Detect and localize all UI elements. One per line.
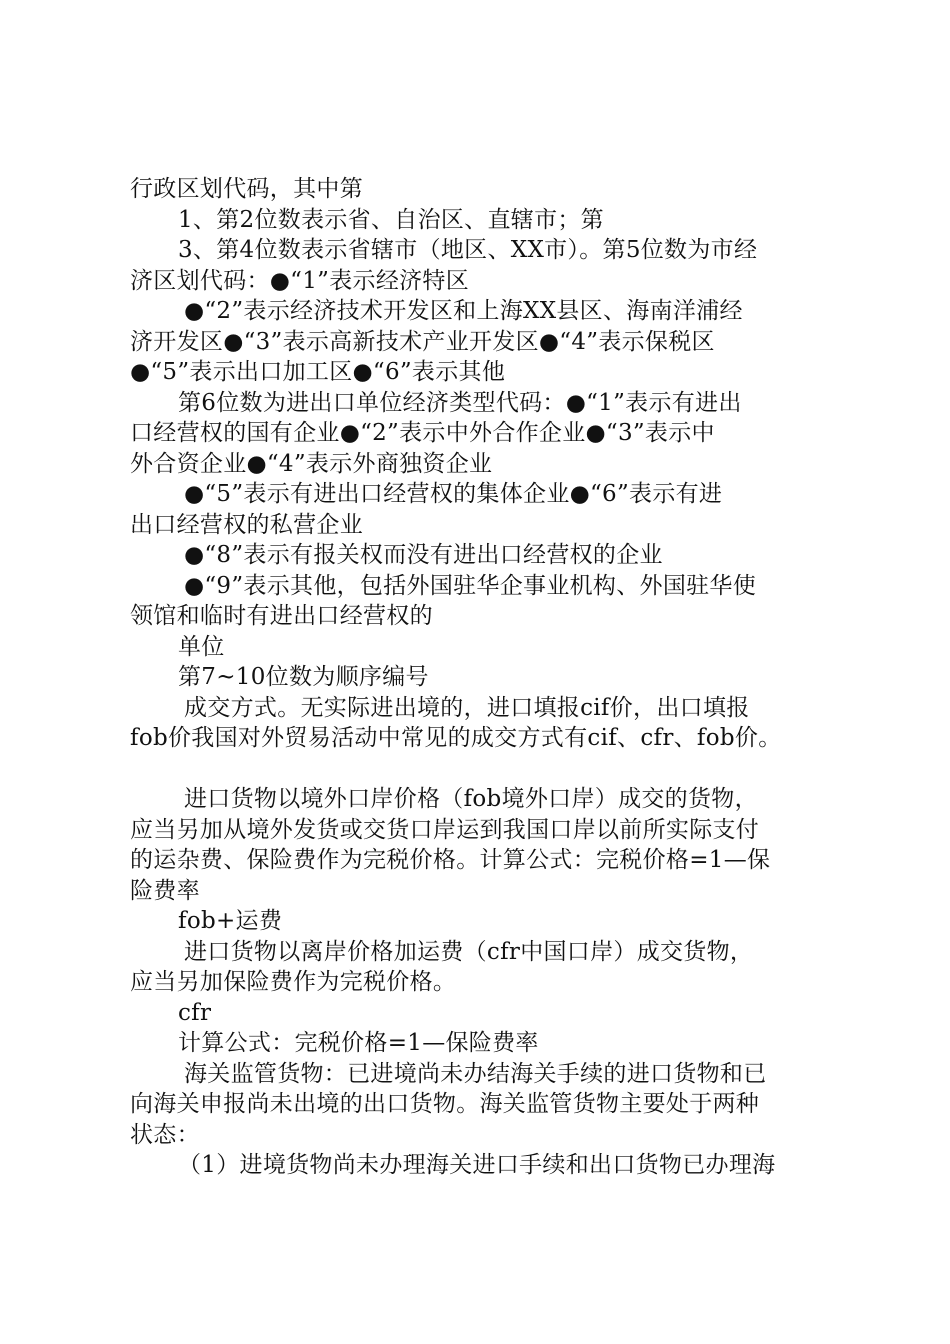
text-line: 行政区划代码，其中第 xyxy=(130,176,363,202)
text-line: 海关监管货物：已进境尚未办结海关手续的进口货物和已 xyxy=(184,1060,767,1087)
text-line: 第6位数为进出口单位经济类型代码：●“1”表示有进出 xyxy=(178,389,742,416)
text-line: （1）进境货物尚未办理海关进口手续和出口货物已办理海 xyxy=(178,1152,776,1178)
text-line: 口经营权的国有企业●“2”表示中外合作企业●“3”表示中 xyxy=(130,420,715,446)
text-line: 进口货物以离岸价格加运费（cfr中国口岸）成交货物， xyxy=(184,938,754,965)
text-line: ●“5”表示出口加工区●“6”表示其他 xyxy=(130,359,506,385)
text-line: 济开发区●“3”表示高新技术产业开发区●“4”表示保税区 xyxy=(130,328,715,355)
text-line: 计算公式：完税价格=1—保险费率 xyxy=(178,1030,539,1056)
text-line: 的运杂费、保险费作为完税价格。计算公式：完税价格=1—保 xyxy=(130,847,771,873)
text-line: cfr xyxy=(178,999,212,1026)
text-line: 1、第2位数表示省、自治区、直辖市；第 xyxy=(178,206,604,233)
text-line: 成交方式。无实际进出境的，进口填报cif价，出口填报 xyxy=(184,694,750,721)
text-line: 出口经营权的私营企业 xyxy=(130,511,363,538)
text-line: ●“8”表示有报关权而没有进出口经营权的企业 xyxy=(184,542,663,568)
text-line: 3、第4位数表示省辖市（地区、XX市）。第5位数为市经 xyxy=(178,237,758,263)
text-line: fob+运费 xyxy=(178,908,283,934)
text-line: ●“5”表示有进出口经营权的集体企业●“6”表示有进 xyxy=(184,481,723,507)
text-line: 险费率 xyxy=(130,877,200,904)
text-line: ●“9”表示其他，包括外国驻华企事业机构、外国驻华使 xyxy=(184,572,757,599)
text-line: 应当另加从境外发货或交货口岸运到我国口岸以前所实际支付 xyxy=(130,816,760,843)
text-line: 进口货物以境外口岸价格（fob境外口岸）成交的货物， xyxy=(184,786,758,812)
text-line: 单位 xyxy=(178,633,225,660)
paragraph-gap xyxy=(130,754,835,785)
text-line: 应当另加保险费作为完税价格。 xyxy=(130,969,457,995)
text-line: ●“2”表示经济技术开发区和上海XX县区、海南洋浦经 xyxy=(184,298,743,324)
text-line: 济区划代码：●“1”表示经济特区 xyxy=(130,267,470,294)
document-body xyxy=(130,174,835,1181)
text-line: 第7~10位数为顺序编号 xyxy=(178,664,429,690)
text-line: 状态： xyxy=(130,1121,200,1148)
text-line: fob价我国对外贸易活动中常见的成交方式有cif、cfr、fob价。 xyxy=(130,725,782,751)
text-line: 向海关申报尚未出境的出口货物。海关监管货物主要处于两种 xyxy=(130,1091,760,1117)
text-line: 领馆和临时有进出口经营权的 xyxy=(130,603,433,629)
text-line: 外合资企业●“4”表示外商独资企业 xyxy=(130,450,493,477)
